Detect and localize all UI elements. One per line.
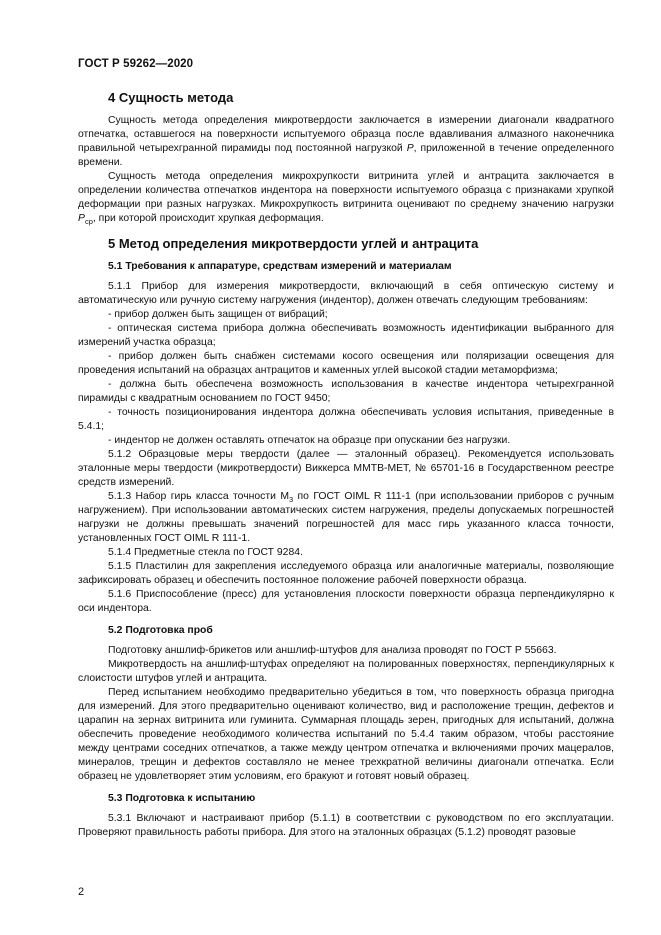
paragraph-5-2-3: Перед испытанием необходимо предварительно убедиться в том, что поверхность образца пригодна для измерений. Для этого предварительно оценивают количество, вид и расположение трещин, дефектов и царапин на зернах витринита или гуминита. Суммарная площадь зерен, пригодных для испытаний, должна обеспечить проведение необходимого количества испытаний по 5.4.4 таким образом, чтобы расстояние между центрами соседних отпечатков, а также между центром отпечатка и включениями прочих мацералов, минералов, трещин и дефектов составляло не менее трехкратной величины диагонали отпечатка. Если образец не удовлетворяет этим условиям, его бракуют и готовят новый образец. <box>78 687 614 782</box>
standard-header: ГОСТ Р 59262—2020 <box>78 58 194 70</box>
subsection-5-2-title: 5.2 Подготовка проб <box>108 625 213 636</box>
section-5-title: 5 Метод определения микротвердости углей и антрацита <box>108 236 479 251</box>
paragraph-5-1-3: 5.1.3 Набор гирь класса точности $М_3$ по ГОСТ OIML R 111-1 (при использовании приборов с ручным нагружением). При использовании автоматических систем нагружения, пределы допускаемых погрешностей нагрузки не должны превышать значений погрешностей для масс гирь указанного класса точности, установленных ГОСТ OIML R 111-1. <box>78 491 614 544</box>
list-item: - индентор не должен оставлять отпечаток на образце при опускании без нагрузки. <box>108 435 511 446</box>
subsection-5-1-title: 5.1 Требования к аппаратуре, средствам измерений и материалам <box>108 261 452 272</box>
section-4-paragraph-2: Сущность метода определения микрохрупкости витринита углей и антрацита заключается в определении количества отпечатков индентора на поверхности испытуемого образца с признаками хрупкой деформации при разных нагрузках. Микрохрупкость витринита оценивают по среднему значению нагрузки $P_{ср}$, при которой происходит хрупкая деформация. <box>78 171 614 227</box>
paragraph-5-2-2: Микротвердость на аншлиф-штуфах определяют на полированных поверхностях, перпендикулярных к слоистости штуфов углей и антрацита. <box>78 659 614 684</box>
list-item: - оптическая система прибора должна обеспечивать возможность идентификации выбранного для измерений участка образца; <box>78 323 614 348</box>
subsection-5-3-title: 5.3 Подготовка к испытанию <box>108 793 256 804</box>
paragraph-5-3-1: 5.3.1 Включают и настраивают прибор (5.1.1) в соответствии с руководством по его эксплуатации. Проверяют правильность работы прибора. Для этого на эталонных образцах (5.1.2) проводят разовые <box>78 813 614 838</box>
paragraph-5-2-1: Подготовку аншлиф-брикетов или аншлиф-штуфов для анализа проводят по ГОСТ Р 55663. <box>108 645 557 656</box>
paragraph-5-1-6: 5.1.6 Приспособление (пресс) для установления плоскости поверхности образца перпендикулярно к оси индентора. <box>78 589 614 614</box>
list-item: - точность позиционирования индентора должна обеспечивать условия испытания, приведенные в 5.4.1; <box>78 407 614 432</box>
paragraph-5-1-5: 5.1.5 Пластилин для закрепления исследуемого образца или аналогичные материалы, позволяющие зафиксировать образец и обеспечить постоянное положение рабочей поверхности образца. <box>78 561 614 586</box>
list-item: - прибор должен быть защищен от вибраций; <box>108 309 328 320</box>
paragraph-5-1-1: 5.1.1 Прибор для измерения микротвердости, включающий в себя оптическую систему и автоматическую или ручную систему нагружения (индентор), должен отвечать следующим требованиям: <box>78 281 614 306</box>
list-item: - прибор должен быть снабжен системами косого освещения или поляризации освещения для проведения испытаний на образцах антрацитов и каменных углей высокой стадии метаморфизма; <box>78 351 614 376</box>
paragraph-5-1-2: 5.1.2 Образцовые меры твердости (далее — эталонный образец). Рекомендуется использовать эталонные меры твердости (микротвердости) Виккерса ММТВ-МЕТ, № 65701-16 в Государственном реестре средств измерений. <box>78 449 614 488</box>
page-number: 2 <box>78 886 85 898</box>
section-4-title: 4 Сущность метода <box>108 90 234 105</box>
document-body <box>78 90 614 840</box>
list-item: - должна быть обеспечена возможность использования в качестве индентора четырехгранной пирамиды с квадратным основанием по ГОСТ 9450; <box>78 379 614 404</box>
section-4-paragraph-1: Сущность метода определения микротвердости заключается в измерении диагонали квадратного отпечатка, оставшегося на поверхности испытуемого образца после вдавливания алмазного наконечника правильной четырехгранной пирамиды под постоянной нагрузкой P, приложенной в течение определенного времени. <box>78 115 614 168</box>
paragraph-5-1-4: 5.1.4 Предметные стекла по ГОСТ 9284. <box>108 547 303 558</box>
